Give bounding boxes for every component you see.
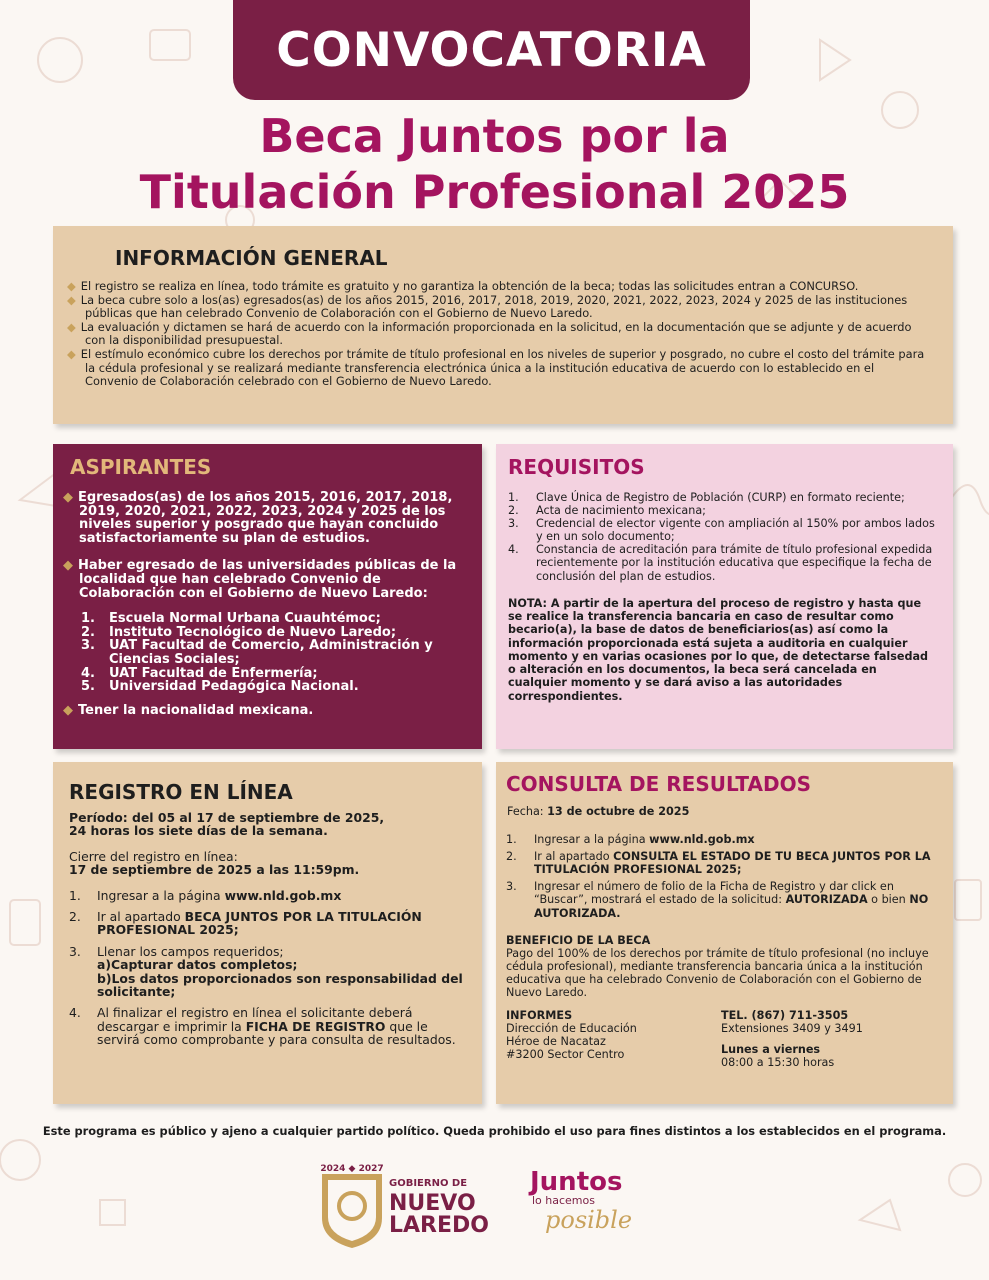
registro-title: REGISTRO EN LÍNEA — [69, 780, 293, 804]
diamond-bullet-icon: ◆ — [67, 319, 76, 334]
informes-contact: TEL. (867) 711-3505 Extensiones 3409 y 3491 Lunes a viernes 08:00 a 15:30 horas — [721, 1009, 863, 1070]
list-item: 1. Ingresar a la página www.nld.gob.mx — [69, 887, 342, 903]
aspirantes-p1: ◆ Egresados(as) de los años 2015, 2016, 2017, 2018, 2019, 2020, 2021, 2022, 2023, 2024 y 2025 de los niveles superior y posgrado que hayan concluido satisfactoriamente su plan de estudios. — [63, 490, 453, 546]
diamond-bullet-icon: ◆ — [67, 292, 76, 307]
consulta-box — [496, 762, 953, 1104]
info-item: ◆ El registro se realiza en línea, todo trámite es gratuito y no garantiza la obtención de la beca; todas las solicitudes entran a CONCURSO. — [67, 279, 859, 293]
juntos-line-1: Juntos — [530, 1167, 623, 1197]
consulta-fecha: Fecha: 13 de octubre de 2025 — [507, 805, 690, 818]
url-link: www.nld.gob.mx — [224, 887, 342, 903]
informes-section — [506, 1009, 939, 1069]
list-item: 4. UAT Facultad de Enfermería; — [81, 665, 318, 681]
info-general-box — [53, 226, 953, 424]
diamond-bullet-icon: ◆ — [63, 490, 73, 505]
list-item: 1. Clave Única de Registro de Población (CURP) en formato reciente; — [508, 491, 905, 504]
gov-years: 2024 ◆ 2027 — [320, 1164, 384, 1174]
list-item: 2. Ir al apartado BECA JUNTOS POR LA TITULACIÓN PROFESIONAL 2025; — [69, 909, 422, 938]
consulta-steps — [506, 833, 939, 920]
aspirantes-p2: ◆ Haber egresado de las universidades públicas de la localidad que han celebrado Convenio de Colaboración con el Gobierno de Nuevo Laredo: — [63, 558, 457, 601]
gov-line-2: NUEVO — [389, 1191, 476, 1216]
list-item: 2. Ir al apartado CONSULTA EL ESTADO DE TU BECA JUNTOS POR LA TITULACIÓN PROFESIONAL 2025; — [506, 850, 931, 877]
info-item: ◆ El estímulo económico cubre los derechos por trámite de título profesional en los niveles de superior y posgrado, no cubre el costo del trámite para la cédula profesional y se realizará mediante transferencia electrónica única a la institución educativa de acuerdo con lo establecido en el Convenio de Colaboración celebrado con el Gobierno de Nuevo Laredo. — [67, 346, 925, 389]
list-item: 1. Escuela Normal Urbana Cuauhtémoc; — [81, 611, 381, 627]
list-item: 2. Acta de nacimiento mexicana; — [508, 504, 706, 518]
gobierno-nuevo-laredo-logo — [320, 1164, 489, 1248]
footer-disclaimer: Este programa es público y ajeno a cualquier partido político. Queda prohibido el uso para fines distintos a los establecidos en el programa. — [42, 1124, 947, 1138]
registro-box — [53, 762, 482, 1104]
title-line-2: Titulación Profesional 2025 — [139, 165, 850, 219]
requisitos-list — [508, 491, 939, 583]
list-item: 2. Instituto Tecnológico de Nuevo Laredo; — [81, 624, 397, 640]
page-title — [0, 108, 989, 220]
juntos-line-3: posible — [545, 1206, 633, 1234]
diamond-bullet-icon: ◆ — [63, 702, 73, 718]
gov-line-1: GOBIERNO DE — [389, 1178, 468, 1189]
list-item: 4. Al finalizar el registro en línea el solicitante deberá descargar e imprimir la FICHA DE REGISTRO que le servirá como comprobante y para consulta de resultados. — [69, 1005, 456, 1048]
beneficio-section: BENEFICIO DE LA BECA Pago del 100% de los derechos por trámite de título profesional (no incluye cédula profesional), mediante transferencia bancaria única a la institución educativa que ha celebrado Convenio de Colaboración con el Gobierno de Nuevo Laredo. — [506, 933, 929, 1000]
info-item: ◆ La beca cubre solo a los(as) egresados(as) de los años 2015, 2016, 2017, 2018, 2019, 2020, 2021, 2022, 2023, 2024 y 2025 de las instituciones públicas que han celebrado Convenio de Colaboración con el Gobierno de Nuevo Laredo. — [67, 292, 908, 321]
consulta-title: CONSULTA DE RESULTADOS — [506, 772, 811, 796]
universidades-list — [81, 612, 472, 694]
aspirantes-p3: ◆ Tener la nacionalidad mexicana. — [63, 702, 314, 718]
diamond-bullet-icon: ◆ — [67, 346, 76, 361]
list-item: 5. Universidad Pedagógica Nacional. — [81, 679, 359, 695]
info-general-title: INFORMACIÓN GENERAL — [115, 246, 388, 270]
registro-cierre: Cierre del registro en línea: 17 de septiembre de 2025 a las 11:59pm. — [69, 848, 360, 878]
juntos-line-2: lo hacemos — [532, 1194, 595, 1207]
list-item: 3. Credencial de elector vigente con ampliación al 150% por ambos lados y en un solo documento; — [508, 517, 935, 544]
informes-address: INFORMES Dirección de Educación Héroe de Nacataz #3200 Sector Centro — [506, 1009, 637, 1062]
title-line-1: Beca Juntos por la — [259, 109, 730, 163]
gov-line-3: LAREDO — [389, 1213, 489, 1238]
juntos-slogan-logo — [528, 1167, 632, 1234]
requisitos-box — [496, 444, 953, 749]
list-item: 3. UAT Facultad de Comercio, Administración y Ciencias Sociales; — [81, 638, 433, 667]
aspirantes-title: ASPIRANTES — [70, 455, 212, 479]
diamond-bullet-icon: ◆ — [67, 279, 76, 293]
aspirantes-box — [53, 444, 482, 749]
requisitos-title: REQUISITOS — [508, 455, 645, 479]
info-item: ◆ La evaluación y dictamen se hará de acuerdo con la información proporcionada en la solicitud, en la documentación que se adjunte y de acuerdo con la disponibilidad presupuestal. — [67, 319, 912, 348]
footer-logos — [0, 1160, 989, 1270]
list-item: 3. Ingresar el número de folio de la Ficha de Registro y dar click en “Buscar”, mostrará el estado de la solicitud: AUTORIZADA o bien NO AUTORIZADA. — [506, 880, 929, 920]
diamond-bullet-icon: ◆ — [63, 558, 73, 574]
registro-periodo: Período: del 05 al 17 de septiembre de 2025, 24 horas los siete días de la semana. — [69, 810, 385, 839]
list-item: 1. Ingresar a la página www.nld.gob.mx — [506, 833, 755, 847]
requisitos-nota: NOTA: A partir de la apertura del proceso de registro y hasta que se realice la transferencia bancaria en caso de resultar como becario(a), la base de datos de beneficiarios(as) así como la información proporcionada está sujeta a auditoria en cualquier momento y en varias ocasiones por lo que, de detectarse falsedad o alteración en los documentos, la beca será cancelada en cualquier momento y se dará aviso a las autoridades correspondientes. — [508, 596, 929, 703]
list-item: 4. Constancia de acreditación para trámite de título profesional expedida recientemente por la institución educativa que especifique la fecha de conclusión del plan de estudios. — [508, 543, 933, 583]
registro-steps — [69, 889, 468, 1047]
list-item: 3. Llenar los campos requeridos; a)Capturar datos completos; b)Los datos proporcionados son responsabilidad del solicitante; — [69, 943, 463, 1000]
header-tab: CONVOCATORIA — [233, 0, 750, 100]
